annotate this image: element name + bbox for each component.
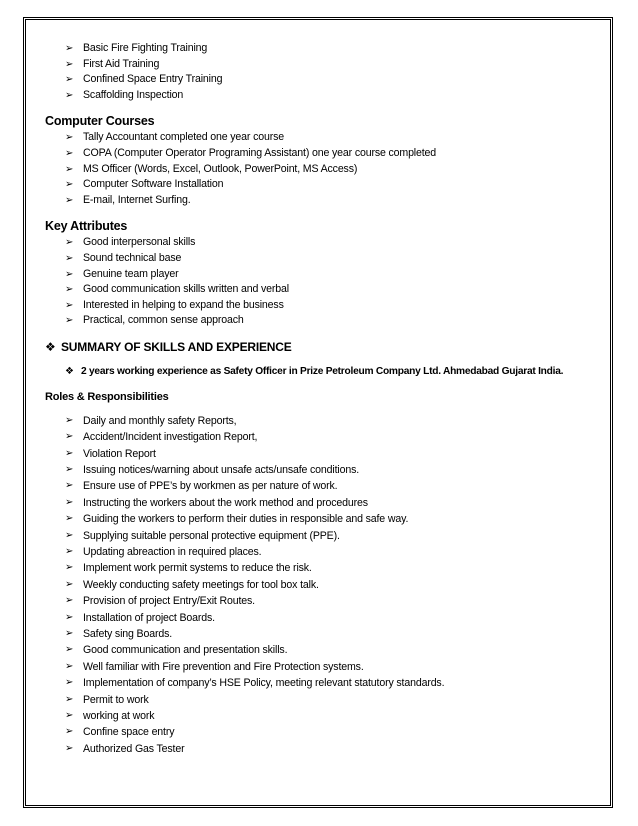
arrow-bullet-icon: ➢ xyxy=(65,627,74,639)
list-item: ➢ Implementation of company’s HSE Policy, meeting relevant statutory standards. xyxy=(45,675,605,691)
arrow-bullet-icon: ➢ xyxy=(65,315,74,327)
arrow-bullet-icon: ➢ xyxy=(65,58,74,70)
arrow-bullet-icon: ➢ xyxy=(65,464,74,476)
arrow-bullet-icon: ➢ xyxy=(65,147,74,159)
arrow-bullet-icon: ➢ xyxy=(65,414,74,426)
key-attributes-heading: Key Attributes xyxy=(45,219,128,234)
list-item: ➢ Practical, common sense approach xyxy=(45,313,605,329)
arrow-bullet-icon: ➢ xyxy=(65,89,74,101)
list-item: ➢ Interested in helping to expand the business xyxy=(45,298,605,314)
computer-courses-heading: Computer Courses xyxy=(45,114,155,129)
arrow-bullet-icon: ➢ xyxy=(65,284,74,296)
list-item: ➢ Confined Space Entry Training xyxy=(45,72,605,88)
arrow-bullet-icon: ➢ xyxy=(65,237,74,249)
list-item: ➢ Confine space entry xyxy=(45,724,605,740)
arrow-bullet-icon: ➢ xyxy=(65,74,74,86)
arrow-bullet-icon: ➢ xyxy=(65,132,74,144)
list-item: ➢ Computer Software Installation xyxy=(45,177,605,193)
roles-heading: Roles & Responsibilities xyxy=(45,390,169,403)
list-item: ➢ Permit to work xyxy=(45,692,605,708)
list-item: ➢ MS Officer (Words, Excel, Outlook, PowerPoint, MS Access) xyxy=(45,162,605,178)
list-item: ➢ Good interpersonal skills xyxy=(45,235,605,251)
list-item: ➢ working at work xyxy=(45,708,605,724)
arrow-bullet-icon: ➢ xyxy=(65,677,74,689)
list-item: ➢ Basic Fire Fighting Training xyxy=(45,41,605,57)
list-item: ➢ Authorized Gas Tester xyxy=(45,741,605,757)
arrow-bullet-icon: ➢ xyxy=(65,644,74,656)
arrow-bullet-icon: ➢ xyxy=(65,595,74,607)
arrow-bullet-icon: ➢ xyxy=(65,513,74,525)
computer-courses-list xyxy=(45,130,605,208)
arrow-bullet-icon: ➢ xyxy=(65,299,74,311)
list-item: ➢ Updating abreaction in required places. xyxy=(45,544,605,560)
list-item: ➢ Genuine team player xyxy=(45,267,605,283)
list-item: ➢ Ensure use of PPE’s by workmen as per nature of work. xyxy=(45,478,605,494)
arrow-bullet-icon: ➢ xyxy=(65,496,74,508)
list-item: ➢ Good communication skills written and verbal xyxy=(45,282,605,298)
list-item: ➢ Installation of project Boards. xyxy=(45,610,605,626)
list-item: ➢ Scaffolding Inspection xyxy=(45,88,605,104)
diamond-bullet-icon: ❖ xyxy=(65,365,74,377)
list-item: ➢ Implement work permit systems to reduce the risk. xyxy=(45,560,605,576)
arrow-bullet-icon: ➢ xyxy=(65,431,74,443)
diamond-bullet-icon: ❖ xyxy=(45,339,56,354)
arrow-bullet-icon: ➢ xyxy=(65,163,74,175)
list-item: ➢ Violation Report xyxy=(45,446,605,462)
list-item: ➢ Provision of project Entry/Exit Routes. xyxy=(45,593,605,609)
arrow-bullet-icon: ➢ xyxy=(65,43,74,54)
arrow-bullet-icon: ➢ xyxy=(65,578,74,590)
arrow-bullet-icon: ➢ xyxy=(65,529,74,541)
roles-list xyxy=(45,413,605,757)
list-item: ➢ Sound technical base xyxy=(45,251,605,267)
arrow-bullet-icon: ➢ xyxy=(65,726,74,738)
list-item: ➢ Tally Accountant completed one year course xyxy=(45,130,605,146)
arrow-bullet-icon: ➢ xyxy=(65,252,74,264)
resume-content xyxy=(45,41,605,757)
summary-heading: ❖ SUMMARY OF SKILLS AND EXPERIENCE xyxy=(45,339,292,354)
list-item: ➢ Good communication and presentation skills. xyxy=(45,642,605,658)
arrow-bullet-icon: ➢ xyxy=(65,546,74,558)
list-item: ➢ Well familiar with Fire prevention and Fire Protection systems. xyxy=(45,659,605,675)
arrow-bullet-icon: ➢ xyxy=(65,179,74,191)
training-list xyxy=(45,41,605,103)
arrow-bullet-icon: ➢ xyxy=(65,742,74,754)
arrow-bullet-icon: ➢ xyxy=(65,447,74,459)
list-item: ➢ Guiding the workers to perform their duties in responsible and safe way. xyxy=(45,511,605,527)
list-item: ➢ Issuing notices/warning about unsafe acts/unsafe conditions. xyxy=(45,462,605,478)
arrow-bullet-icon: ➢ xyxy=(65,480,74,492)
list-item: ➢ E-mail, Internet Surfing. xyxy=(45,193,605,209)
arrow-bullet-icon: ➢ xyxy=(65,660,74,672)
arrow-bullet-icon: ➢ xyxy=(65,194,74,206)
list-item: ➢ Safety sing Boards. xyxy=(45,626,605,642)
list-item: ➢ Daily and monthly safety Reports, xyxy=(45,413,605,429)
key-attributes-list xyxy=(45,235,605,329)
list-item: ➢ Weekly conducting safety meetings for tool box talk. xyxy=(45,577,605,593)
arrow-bullet-icon: ➢ xyxy=(65,709,74,721)
arrow-bullet-icon: ➢ xyxy=(65,693,74,705)
arrow-bullet-icon: ➢ xyxy=(65,268,74,280)
list-item: ➢ Supplying suitable personal protective equipment (PPE). xyxy=(45,528,605,544)
experience-line: ❖ 2 years working experience as Safety Officer in Prize Petroleum Company Ltd. Ahmedabad Gujarat India. xyxy=(45,364,605,380)
arrow-bullet-icon: ➢ xyxy=(65,611,74,623)
list-item: ➢ First Aid Training xyxy=(45,57,605,73)
list-item: ➢ Accident/Incident investigation Report, xyxy=(45,429,605,445)
arrow-bullet-icon: ➢ xyxy=(65,562,74,574)
list-item: ➢ Instructing the workers about the work method and procedures xyxy=(45,495,605,511)
list-item: ➢ COPA (Computer Operator Programing Assistant) one year course completed xyxy=(45,146,605,162)
